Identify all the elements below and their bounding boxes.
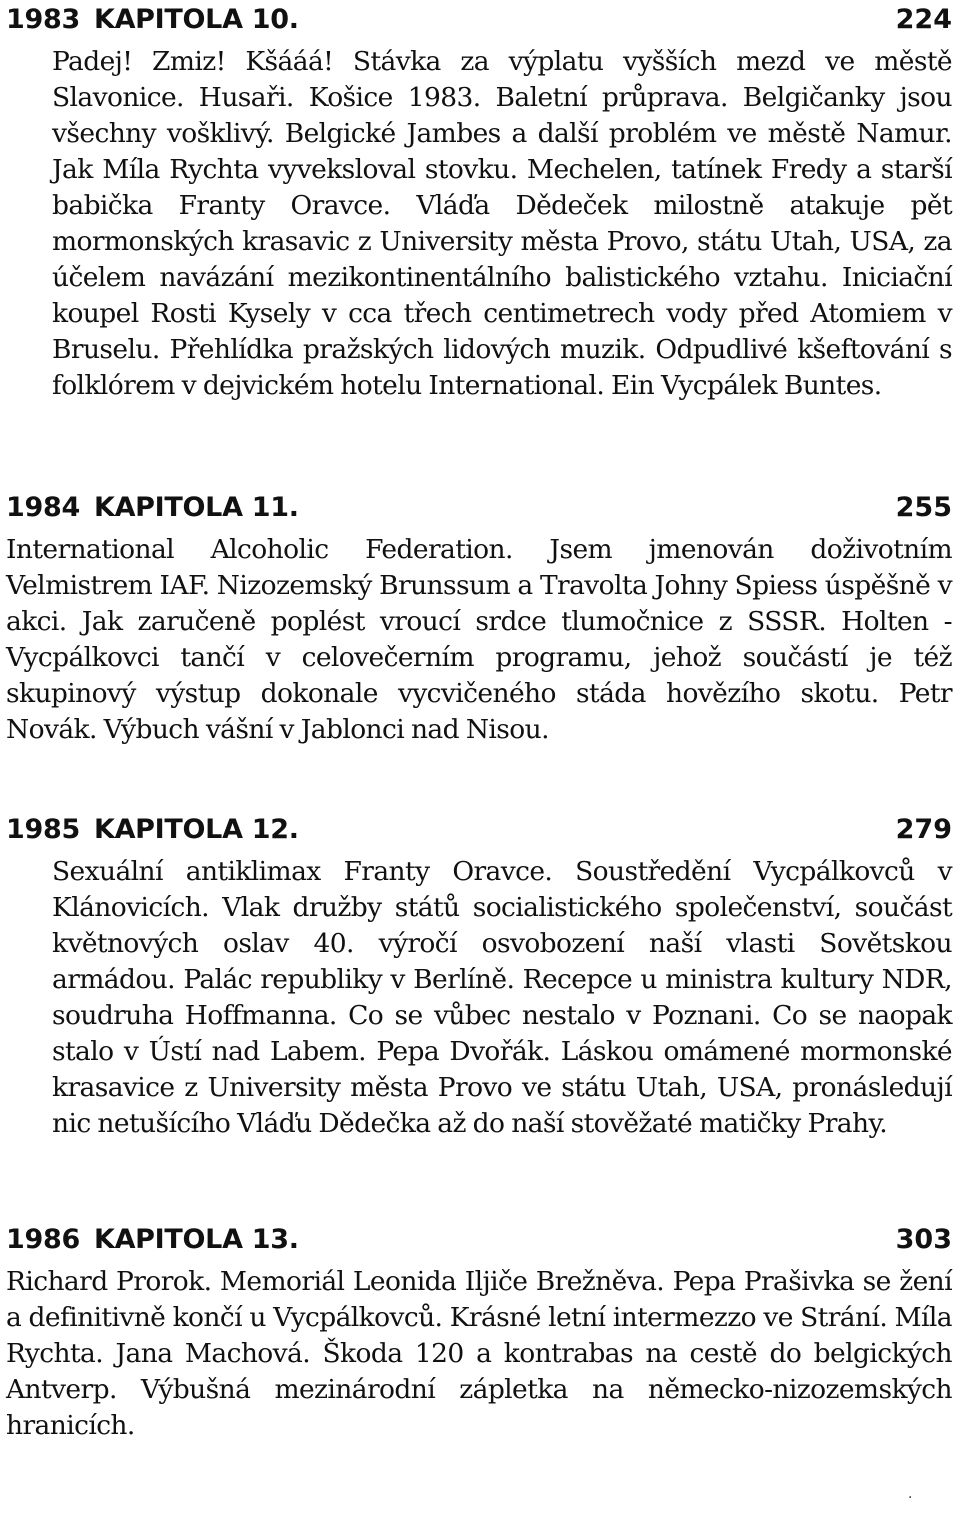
scan-speck: · (908, 1490, 913, 1506)
chapter-summary: Padej! Zmiz! Kšááá! Stávka za výplatu vyšších mezd ve městě Slavonice. Husaři. Košice 1983. Baletní průprava. Belgičanky jsou všechny vošklivý. Belgické Jambes a další problém ve městě Namur. Jak Míla Rychta vyveksloval stovku. Mechelen, tatínek Fredy a starší babička Franty Oravce. Vláďa Dědeček milostně atakuje pět mormonských krasavic z University města Provo, státu Utah, USA, za účelem navázání mezikontinentálního balistického vztahu. Iniciační koupel Rosti Kysely v cca třech centimetrech vody před Atomiem v Bruselu. Přehlídka pražských lidových muzik. Odpudlivé kšeftování s folklórem v dejvickém hotelu International. Ein Vycpálek Buntes. (52, 46, 952, 401)
chapter-page-number: 224 (895, 4, 952, 35)
chapter-title: KAPITOLA 11. (93, 492, 299, 523)
chapter-heading (0, 490, 960, 526)
chapter-summary: Richard Prorok. Memoriál Leonida Iljiče Brežněva. Pepa Prašivka se žení a definitivně končí u Vycpálkovců. Krásné letní intermezzo ve Strání. Míla Rychta. Jana Machová. Škoda 120 a kontrabas na cestě do belgických Antverp. Výbušná mezinárodní zápletka na německo-nizozemských hranicích. (6, 1266, 952, 1441)
chapter-year: 1984 (6, 492, 80, 523)
chapter-13-section (0, 1222, 960, 1444)
chapter-12-section (0, 812, 960, 1142)
chapter-title: KAPITOLA 10. (93, 4, 299, 35)
chapter-summary: Sexuální antiklimax Franty Oravce. Soustředění Vycpálkovců v Klánovicích. Vlak družby států socialistického společenství, součást květnových oslav 40. výročí osvobození naší vlasti Sovětskou armádou. Palác republiky v Berlíně. Recepce u ministra kultury NDR, soudruha Hoffmanna. Co se vůbec nestalo v Poznani. Co se naopak stalo v Ústí nad Labem. Pepa Dvořák. Láskou omámené mormonské krasavice z University města Provo ve státu Utah, USA, pronásledují nic netušícího Vláďu Dědečka až do naší stověžaté matičky Prahy. (52, 856, 952, 1139)
chapter-heading (0, 1222, 960, 1258)
chapter-heading-label (6, 812, 299, 848)
chapter-page-number: 303 (895, 1224, 952, 1255)
chapter-summary: International Alcoholic Federation. Jsem jmenován doživotním Velmistrem IAF. Nizozemský Brunssum a Travolta Johny Spiess úspěšně v akci. Jak zaručeně poplést vroucí srdce tlumočnice z SSSR. Holten - Vycpálkovci tančí v celovečerním programu, jehož součástí je též skupinový výstup dokonale vycvičeného stáda hovězího skotu. Petr Novák. Výbuch vášní v Jablonci nad Nisou. (6, 534, 952, 745)
chapter-title: KAPITOLA 13. (93, 1224, 299, 1255)
chapter-heading-label (6, 1222, 299, 1258)
chapter-page-number: 255 (895, 492, 952, 523)
chapter-heading-label (6, 490, 299, 526)
chapter-year: 1986 (6, 1224, 80, 1255)
chapter-heading (0, 2, 960, 38)
chapter-heading (0, 812, 960, 848)
chapter-year: 1985 (6, 814, 80, 845)
chapter-page-number: 279 (895, 814, 952, 845)
chapter-10-section (0, 2, 960, 404)
chapter-year: 1983 (6, 4, 80, 35)
chapter-title: KAPITOLA 12. (93, 814, 299, 845)
chapter-11-section (0, 490, 960, 748)
chapter-heading-label (6, 2, 299, 38)
